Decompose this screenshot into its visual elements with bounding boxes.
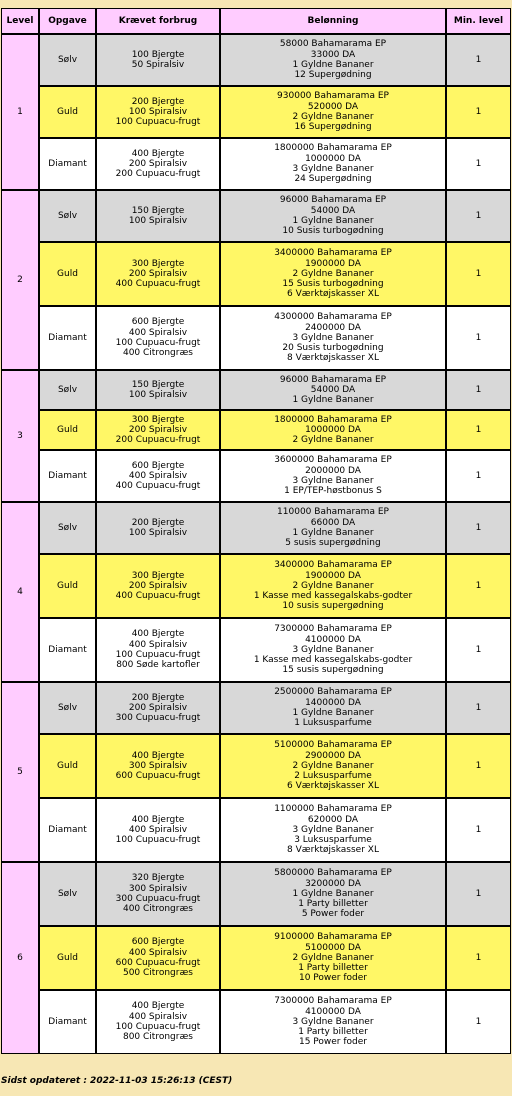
reward-item: 7300000 Bahamarama EP xyxy=(274,624,392,635)
reward-item: 96000 Bahamarama EP xyxy=(279,195,387,206)
reward-item: 1 Kasse med kassegalskabs-godter xyxy=(253,655,413,666)
level-cell: 5 xyxy=(1,682,39,862)
min-level-cell: 1 xyxy=(446,190,511,242)
required-cell xyxy=(96,734,220,798)
required-item: 400 Cupuacu-frugt xyxy=(115,279,201,290)
required-item: 100 Cupuacu-frugt xyxy=(115,1022,201,1032)
task-cell: Guld xyxy=(39,242,96,306)
reward-item: 4100000 DA xyxy=(305,634,361,645)
reward-item: 1900000 DA xyxy=(305,258,361,269)
required-item: 600 Cupuacu-frugt xyxy=(115,958,201,968)
reward-item: 6 Værktøjskasser XL xyxy=(287,781,379,792)
required-cell xyxy=(96,34,220,86)
table-row xyxy=(1,990,511,1054)
required-item: 100 Spiralsiv xyxy=(128,106,188,117)
required-item: 400 Spiralsiv xyxy=(128,470,188,481)
reward-item: 5 susis supergødning xyxy=(285,538,381,549)
reward-item: 1 Gyldne Bananer xyxy=(292,395,374,406)
reward-item: 15 Susis turbogødning xyxy=(282,279,384,290)
reward-item: 1800000 Bahamarama EP xyxy=(274,143,392,154)
reward-item: 110000 Bahamarama EP xyxy=(277,507,389,518)
required-item: 400 Bjergte xyxy=(131,750,185,761)
level-cell: 6 xyxy=(1,862,39,1054)
reward-item: 1 Gyldne Bananer xyxy=(292,60,374,70)
required-item: 100 Bjergte xyxy=(131,49,185,60)
reward-item: 1000000 DA xyxy=(305,153,361,164)
reward-item: 1 Gyldne Bananer xyxy=(292,708,374,718)
reward-item: 12 Supergødning xyxy=(294,70,372,81)
min-level-cell: 1 xyxy=(446,86,511,138)
required-item: 400 Cupuacu-frugt xyxy=(115,481,201,492)
min-level-cell: 1 xyxy=(446,682,511,734)
required-item: 800 Citrongræs xyxy=(122,1032,193,1043)
reward-cell xyxy=(220,450,446,502)
required-cell xyxy=(96,926,220,990)
min-level-cell: 1 xyxy=(446,618,511,682)
header-row xyxy=(1,8,511,34)
required-item: 400 Spiralsiv xyxy=(128,947,188,958)
reward-item: 2500000 Bahamarama EP xyxy=(274,687,392,698)
reward-item: 1400000 DA xyxy=(305,697,361,708)
table-row xyxy=(1,926,511,990)
required-item: 200 Spiralsiv xyxy=(128,702,188,713)
reward-item: 3 Gyldne Bananer xyxy=(292,476,374,486)
required-cell xyxy=(96,370,220,410)
required-cell xyxy=(96,450,220,502)
reward-item: 10 susis supergødning xyxy=(282,601,384,612)
header-level: Level xyxy=(1,8,39,34)
reward-item: 8 Værktøjskasser XL xyxy=(287,353,379,364)
reward-item: 2 Gyldne Bananer xyxy=(292,268,374,279)
table-row xyxy=(1,306,511,370)
required-cell xyxy=(96,862,220,926)
required-cell xyxy=(96,682,220,734)
reward-item: 15 susis supergødning xyxy=(282,665,384,676)
required-item: 400 Spiralsiv xyxy=(128,824,188,835)
reward-item: 1 Gyldne Bananer xyxy=(292,216,374,226)
task-cell: Diamant xyxy=(39,306,96,370)
reward-item: 8 Værktøjskasser XL xyxy=(287,845,379,856)
reward-item: 1000000 DA xyxy=(305,424,361,435)
table-row xyxy=(1,138,511,190)
table-row xyxy=(1,450,511,502)
required-item: 100 Spiralsiv xyxy=(128,528,188,538)
required-item: 300 Cupuacu-frugt xyxy=(115,713,201,724)
reward-item: 6 Værktøjskasser XL xyxy=(287,289,379,300)
reward-cell xyxy=(220,734,446,798)
table-row xyxy=(1,370,511,410)
required-item: 200 Bjergte xyxy=(131,692,185,703)
reward-cell xyxy=(220,370,446,410)
reward-item: 1 Gyldne Bananer xyxy=(292,888,374,899)
task-cell: Sølv xyxy=(39,862,96,926)
header-required: Krævet forbrug xyxy=(96,8,220,34)
reward-cell xyxy=(220,34,446,86)
required-cell xyxy=(96,618,220,682)
min-level-cell: 1 xyxy=(446,370,511,410)
reward-cell xyxy=(220,862,446,926)
reward-item: 930000 Bahamarama EP xyxy=(277,91,389,102)
required-item: 100 Spiralsiv xyxy=(128,390,188,400)
reward-item: 4300000 Bahamarama EP xyxy=(274,312,392,323)
reward-item: 2 Gyldne Bananer xyxy=(292,760,374,771)
level-cell: 1 xyxy=(1,34,39,190)
reward-item: 1 Party billetter xyxy=(298,899,368,910)
level-cell: 3 xyxy=(1,370,39,502)
task-cell: Guld xyxy=(39,410,96,450)
required-item: 400 Citrongræs xyxy=(122,348,193,359)
reward-item: 54000 DA xyxy=(310,205,356,216)
required-item: 300 Spiralsiv xyxy=(128,760,188,771)
min-level-cell: 1 xyxy=(446,990,511,1054)
required-item: 400 Bjergte xyxy=(131,814,185,825)
required-item: 300 Bjergte xyxy=(131,570,185,581)
required-item: 100 Spiralsiv xyxy=(128,216,188,226)
required-item: 400 Citrongræs xyxy=(122,904,193,915)
task-cell: Diamant xyxy=(39,990,96,1054)
required-cell xyxy=(96,502,220,554)
reward-item: 66000 DA xyxy=(310,517,356,528)
reward-item: 16 Supergødning xyxy=(294,122,372,133)
min-level-cell: 1 xyxy=(446,410,511,450)
rewards-table xyxy=(1,8,511,1054)
task-cell: Sølv xyxy=(39,502,96,554)
reward-item: 7300000 Bahamarama EP xyxy=(274,996,392,1007)
required-cell xyxy=(96,554,220,618)
reward-cell xyxy=(220,798,446,862)
task-cell: Sølv xyxy=(39,370,96,410)
reward-item: 2 Gyldne Bananer xyxy=(292,112,374,122)
reward-item: 1 EP/TEP-høstbonus S xyxy=(284,486,382,497)
required-cell xyxy=(96,798,220,862)
required-item: 600 Bjergte xyxy=(131,317,185,328)
reward-item: 24 Supergødning xyxy=(294,174,372,185)
reward-cell xyxy=(220,86,446,138)
reward-item: 10 Power foder xyxy=(298,973,367,984)
min-level-cell: 1 xyxy=(446,554,511,618)
table-row xyxy=(1,34,511,86)
required-item: 200 Spiralsiv xyxy=(128,158,188,169)
required-item: 300 Cupuacu-frugt xyxy=(115,894,201,904)
required-item: 400 Bjergte xyxy=(131,148,185,159)
last-updated: Sidst opdateret : 2022-11-03 15:26:13 (CEST) xyxy=(1,1076,233,1086)
table-row xyxy=(1,862,511,926)
reward-item: 33000 DA xyxy=(310,49,356,60)
reward-cell xyxy=(220,682,446,734)
required-item: 600 Cupuacu-frugt xyxy=(115,771,201,782)
min-level-cell: 1 xyxy=(446,306,511,370)
reward-item: 1 Gyldne Bananer xyxy=(292,528,374,538)
required-item: 400 Spiralsiv xyxy=(128,327,188,338)
reward-item: 2900000 DA xyxy=(305,750,361,761)
level-cell: 4 xyxy=(1,502,39,682)
reward-item: 3400000 Bahamarama EP xyxy=(274,560,392,571)
required-cell xyxy=(96,138,220,190)
task-cell: Sølv xyxy=(39,190,96,242)
required-item: 300 Spiralsiv xyxy=(128,883,188,894)
required-item: 800 Søde kartofler xyxy=(116,660,200,671)
required-item: 200 Spiralsiv xyxy=(128,268,188,279)
reward-item: 3 Gyldne Bananer xyxy=(292,644,374,655)
reward-item: 3 Gyldne Bananer xyxy=(292,824,374,835)
task-cell: Diamant xyxy=(39,798,96,862)
reward-item: 4100000 DA xyxy=(305,1006,361,1017)
required-item: 320 Bjergte xyxy=(131,873,185,884)
reward-cell xyxy=(220,242,446,306)
task-cell: Guld xyxy=(39,86,96,138)
min-level-cell: 1 xyxy=(446,242,511,306)
task-cell: Diamant xyxy=(39,618,96,682)
required-item: 100 Cupuacu-frugt xyxy=(115,117,201,128)
table-row xyxy=(1,502,511,554)
min-level-cell: 1 xyxy=(446,34,511,86)
reward-cell xyxy=(220,618,446,682)
table-row xyxy=(1,242,511,306)
task-cell: Guld xyxy=(39,734,96,798)
reward-item: 2 Gyldne Bananer xyxy=(292,435,374,446)
required-item: 100 Cupuacu-frugt xyxy=(115,835,201,846)
reward-item: 1 Party billetter xyxy=(298,1027,368,1038)
reward-cell xyxy=(220,138,446,190)
task-cell: Sølv xyxy=(39,34,96,86)
reward-item: 3600000 Bahamarama EP xyxy=(274,455,392,466)
reward-item: 5 Power foder xyxy=(301,909,365,920)
reward-item: 58000 Bahamarama EP xyxy=(279,39,387,50)
reward-item: 5800000 Bahamarama EP xyxy=(274,868,392,879)
min-level-cell: 1 xyxy=(446,798,511,862)
required-item: 100 Cupuacu-frugt xyxy=(115,338,201,348)
table-row xyxy=(1,410,511,450)
reward-item: 3 Gyldne Bananer xyxy=(292,1016,374,1027)
header-task: Opgave xyxy=(39,8,96,34)
reward-item: 2400000 DA xyxy=(305,322,361,333)
required-item: 200 Spiralsiv xyxy=(128,424,188,435)
reward-cell xyxy=(220,306,446,370)
reward-item: 96000 Bahamarama EP xyxy=(279,374,387,385)
required-cell xyxy=(96,190,220,242)
reward-item: 1 Party billetter xyxy=(298,963,368,974)
reward-item: 1900000 DA xyxy=(305,570,361,581)
reward-cell xyxy=(220,190,446,242)
level-cell: 2 xyxy=(1,190,39,370)
required-item: 150 Bjergte xyxy=(131,379,185,390)
min-level-cell: 1 xyxy=(446,862,511,926)
required-cell xyxy=(96,410,220,450)
reward-item: 2 Luksusparfume xyxy=(294,771,372,782)
reward-item: 5100000 Bahamarama EP xyxy=(274,740,392,751)
reward-item: 1100000 Bahamarama EP xyxy=(274,804,392,815)
required-item: 400 Bjergte xyxy=(131,629,185,640)
required-item: 500 Citrongræs xyxy=(122,968,193,979)
reward-item: 1 Luksusparfume xyxy=(294,718,372,729)
reward-item: 20 Susis turbogødning xyxy=(282,343,384,354)
min-level-cell: 1 xyxy=(446,450,511,502)
required-item: 600 Bjergte xyxy=(131,937,185,948)
header-min-level: Min. level xyxy=(446,8,511,34)
reward-cell xyxy=(220,926,446,990)
required-item: 100 Cupuacu-frugt xyxy=(115,650,201,660)
required-item: 200 Bjergte xyxy=(131,517,185,528)
required-item: 200 Cupuacu-frugt xyxy=(115,435,201,446)
reward-item: 3400000 Bahamarama EP xyxy=(274,248,392,259)
reward-item: 3200000 DA xyxy=(305,878,361,889)
table-row xyxy=(1,554,511,618)
required-item: 400 Spiralsiv xyxy=(128,639,188,650)
required-cell xyxy=(96,242,220,306)
reward-item: 5100000 DA xyxy=(305,942,361,953)
required-item: 150 Bjergte xyxy=(131,205,185,216)
task-cell: Diamant xyxy=(39,450,96,502)
reward-item: 2 Gyldne Bananer xyxy=(292,952,374,963)
reward-item: 520000 DA xyxy=(307,101,359,112)
required-item: 400 Cupuacu-frugt xyxy=(115,591,201,602)
reward-item: 2 Gyldne Bananer xyxy=(292,580,374,591)
required-item: 600 Bjergte xyxy=(131,460,185,471)
table-body xyxy=(1,34,511,1054)
required-item: 200 Spiralsiv xyxy=(128,580,188,591)
table-row xyxy=(1,734,511,798)
reward-item: 3 Luksusparfume xyxy=(294,835,372,846)
reward-item: 54000 DA xyxy=(310,384,356,395)
task-cell: Sølv xyxy=(39,682,96,734)
reward-item: 1800000 Bahamarama EP xyxy=(274,414,392,425)
required-cell xyxy=(96,990,220,1054)
reward-item: 2000000 DA xyxy=(305,465,361,476)
reward-item: 15 Power foder xyxy=(298,1037,367,1048)
reward-item: 9100000 Bahamarama EP xyxy=(274,932,392,943)
reward-item: 3 Gyldne Bananer xyxy=(292,332,374,343)
required-item: 200 Bjergte xyxy=(131,96,185,107)
table-row xyxy=(1,682,511,734)
required-item: 300 Bjergte xyxy=(131,258,185,269)
reward-cell xyxy=(220,554,446,618)
table-row xyxy=(1,190,511,242)
required-cell xyxy=(96,86,220,138)
required-item: 50 Spiralsiv xyxy=(131,60,185,70)
reward-cell xyxy=(220,502,446,554)
reward-item: 1 Kasse med kassegalskabs-godter xyxy=(253,591,413,602)
task-cell: Guld xyxy=(39,926,96,990)
task-cell: Diamant xyxy=(39,138,96,190)
reward-item: 620000 DA xyxy=(307,814,359,825)
min-level-cell: 1 xyxy=(446,926,511,990)
required-item: 400 Spiralsiv xyxy=(128,1011,188,1022)
required-item: 200 Cupuacu-frugt xyxy=(115,169,201,180)
min-level-cell: 1 xyxy=(446,138,511,190)
reward-item: 10 Susis turbogødning xyxy=(282,226,384,237)
table-row xyxy=(1,618,511,682)
required-item: 400 Bjergte xyxy=(131,1001,185,1012)
required-cell xyxy=(96,306,220,370)
table-row xyxy=(1,798,511,862)
table-row xyxy=(1,86,511,138)
reward-cell xyxy=(220,410,446,450)
reward-cell xyxy=(220,990,446,1054)
required-item: 300 Bjergte xyxy=(131,414,185,425)
min-level-cell: 1 xyxy=(446,734,511,798)
task-cell: Guld xyxy=(39,554,96,618)
header-reward: Belønning xyxy=(220,8,446,34)
reward-item: 3 Gyldne Bananer xyxy=(292,164,374,174)
min-level-cell: 1 xyxy=(446,502,511,554)
